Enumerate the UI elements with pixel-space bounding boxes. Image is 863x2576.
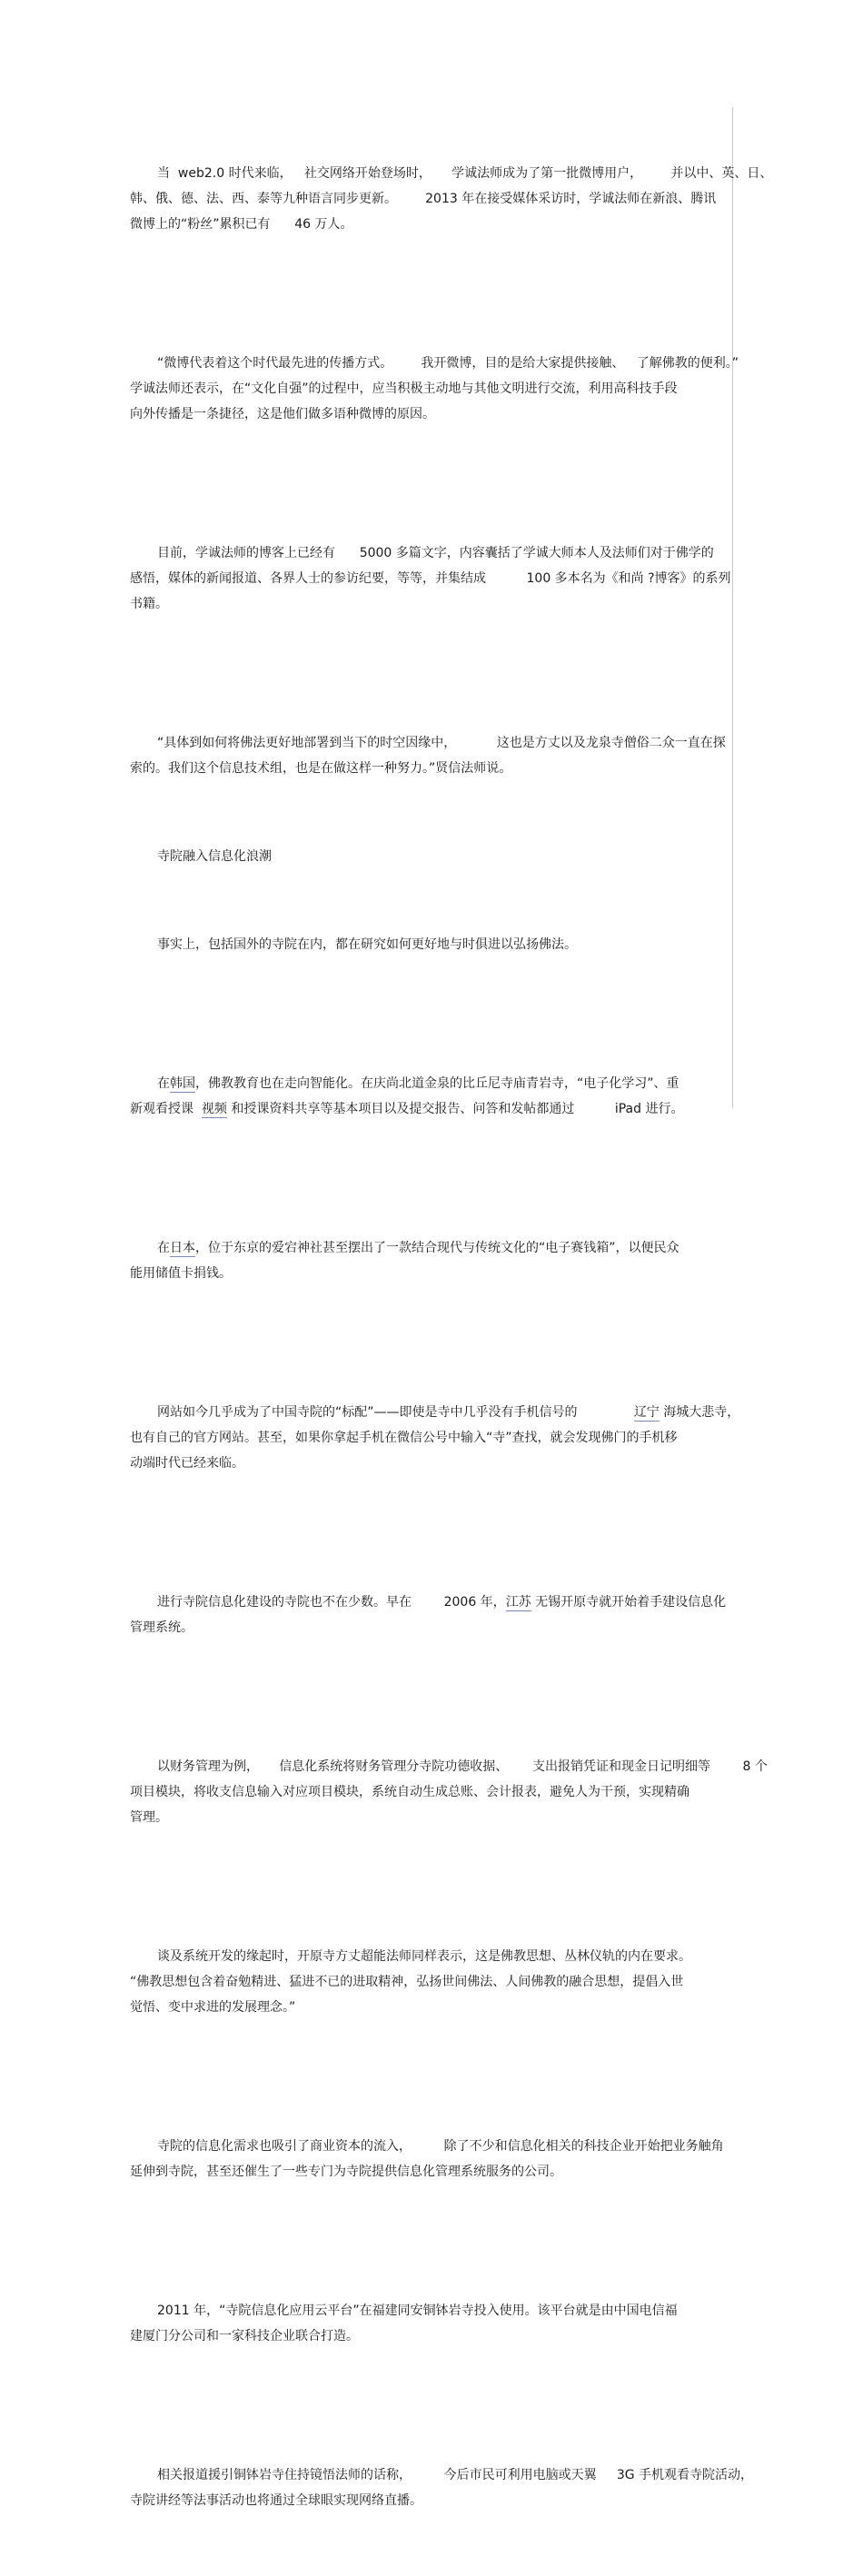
paragraph-line: 也有自己的官方网站。甚至，如果你拿起手机在微信公号中输入“寺”查找，就会发现佛门的手机移	[130, 1431, 678, 1445]
text: ，佛教教育也在走向智能化。在庆尚北道金泉的比丘尼寺庙青岩寺，“电子化学习”、重	[195, 1076, 679, 1091]
link-japan[interactable]: 日本	[170, 1241, 195, 1255]
paragraph-line	[130, 1071, 731, 1096]
paragraph-line: 目前，学诚法师的博客上已经有 5000 多篇文字，内容囊括了学诚大师本人及法师们对于佛学的	[157, 546, 714, 560]
page-margin-rule	[732, 107, 733, 1108]
paragraph	[130, 490, 731, 668]
paragraph	[130, 2412, 754, 2564]
paragraph-line	[130, 1590, 731, 1615]
paragraph-line: 微博上的“粉丝”累积已有 46 万人。	[130, 217, 353, 232]
paragraph-line: 寺院讲经等法事活动也将通过全球眼实现网络直播。	[130, 2493, 422, 2508]
paragraph-line: 当 web2.0 时代来临， 社交网络开始登场时， 学诚法师成为了第一批微博用户， 并以中、英、日、	[157, 166, 773, 181]
paragraph	[130, 300, 739, 478]
paragraph-line: 项目模块，将收支信息输入对应项目模块，系统自动生成总账、会计报表，避免人为干预，实现精确	[130, 1785, 689, 1799]
paragraph-line: 管理。	[130, 1810, 168, 1825]
paragraph	[130, 881, 731, 1008]
paragraph-line: 感悟，媒体的新闻报道、各界人士的参访纪要，等等，并集结成 100 多本名为《和尚 ?博客》的系列	[130, 571, 731, 586]
paragraph-line: 管理系统。	[130, 1620, 193, 1635]
paragraph-line: 建厦门分公司和一家科技企业联合打造。	[130, 2329, 359, 2343]
paragraph-line: 书籍。	[130, 597, 168, 611]
text: 在	[157, 1241, 170, 1255]
text: 新观看授课	[130, 1102, 202, 1116]
paragraph	[130, 2247, 731, 2400]
paragraph	[130, 1893, 731, 2071]
paragraph	[130, 679, 731, 832]
paragraph-line: 以财务管理为例， 信息化系统将财务管理分寺院功德收据、 支出报销凭证和现金日记明细等 8 个	[157, 1759, 768, 1774]
paragraph-line: 向外传播是一条捷径，这是他们做多语种微博的原因。	[130, 407, 435, 421]
paragraph-line: 2011 年，“寺院信息化应用云平台”在福建同安铜钵岩寺投入使用。该平台就是由中国电信福	[157, 2304, 678, 2318]
section-heading: 寺院融入信息化浪潮	[157, 849, 272, 864]
paragraph-line: 能用储值卡捐钱。	[130, 1266, 232, 1281]
paragraph-line: “佛教思想包含着奋勉精进、猛进不已的进取精神，弘扬世间佛法、人间佛教的融合思想，提倡入世	[130, 1975, 684, 1989]
text: 海城大悲寺，	[659, 1405, 740, 1420]
paragraph-line: “具体到如何将佛法更好地部署到当下的时空因缘中， 这也是方丈以及龙泉寺僧俗二众一直在探	[157, 736, 726, 750]
text: ，位于东京的爱宕神社甚至摆出了一款结合现代与传统文化的“电子赛钱箱”，以便民众	[195, 1241, 679, 1255]
paragraph-line: 韩、俄、德、法、西、泰等九种语言同步更新。 2013 年在接受媒体采访时，学诚法师在新浪、腾讯	[130, 192, 717, 206]
paragraph-jiangsu	[130, 1539, 731, 1691]
paragraph	[130, 1703, 768, 1881]
paragraph-line: 谈及系统开发的缘起时，开原寺方丈超能法师同样表示，这是佛教思想、丛林仪轨的内在要求。	[157, 1949, 691, 1964]
paragraph-line: 寺院的信息化需求也吸引了商业资本的流入， 除了不少和信息化相关的科技企业开始把业务触角	[157, 2139, 724, 2154]
text: 进行寺院信息化建设的寺院也不在少数。早在 2006 年，	[157, 1595, 506, 1610]
text: 和授课资料共享等基本项目以及提交报告、问答和发帖都通过 iPad 进行。	[226, 1102, 684, 1116]
text: 无锡开原寺就开始着手建设信息化	[531, 1595, 727, 1610]
paragraph-liaoning	[130, 1349, 740, 1527]
link-video[interactable]: 视频	[201, 1102, 227, 1116]
link-korea[interactable]: 韩国	[170, 1076, 195, 1091]
paragraph	[130, 110, 773, 288]
paragraph-line: “微博代表着这个时代最先进的传播方式。 我开微博，目的是给大家提供接触、 了解佛教的便利。”	[157, 356, 739, 371]
paragraph-line: 延伸到寺院，甚至还催生了一些专门为寺院提供信息化管理系统服务的公司。	[130, 2165, 562, 2179]
text: 在	[157, 1076, 170, 1091]
paragraph-line	[130, 1096, 731, 1122]
paragraph-line: 相关报道援引铜钵岩寺住持镜悟法师的话称， 今后市民可利用电脑或天翼 3G 手机观看寺院活动，	[157, 2468, 754, 2482]
link-jiangsu[interactable]: 江苏	[505, 1595, 531, 1610]
paragraph	[130, 2083, 731, 2235]
paragraph-japan	[130, 1184, 731, 1337]
paragraph-line: 动端时代已经来临。	[130, 1456, 244, 1471]
text: 网站如今几乎成为了中国寺院的“标配”——即使是寺中几乎没有手机信号的	[157, 1405, 634, 1420]
paragraph-line	[130, 1235, 731, 1261]
link-liaoning[interactable]: 辽宁	[633, 1405, 660, 1420]
paragraph-line: 索的。我们这个信息技术组，也是在做这样一种努力。”贤信法师说。	[130, 761, 512, 776]
article-body	[130, 110, 773, 2576]
paragraph-line	[130, 1400, 740, 1425]
paragraph-korea	[130, 1020, 731, 1173]
paragraph-line: 学诚法师还表示，在“文化自强”的过程中，应当积极主动地与其他文明进行交流，利用高科技手段	[130, 381, 678, 396]
paragraph-line: 事实上，包括国外的寺院在内，都在研究如何更好地与时俱进以弘扬佛法。	[157, 937, 577, 952]
paragraph-line: 觉悟、变中求进的发展理念。”	[130, 2000, 296, 2015]
